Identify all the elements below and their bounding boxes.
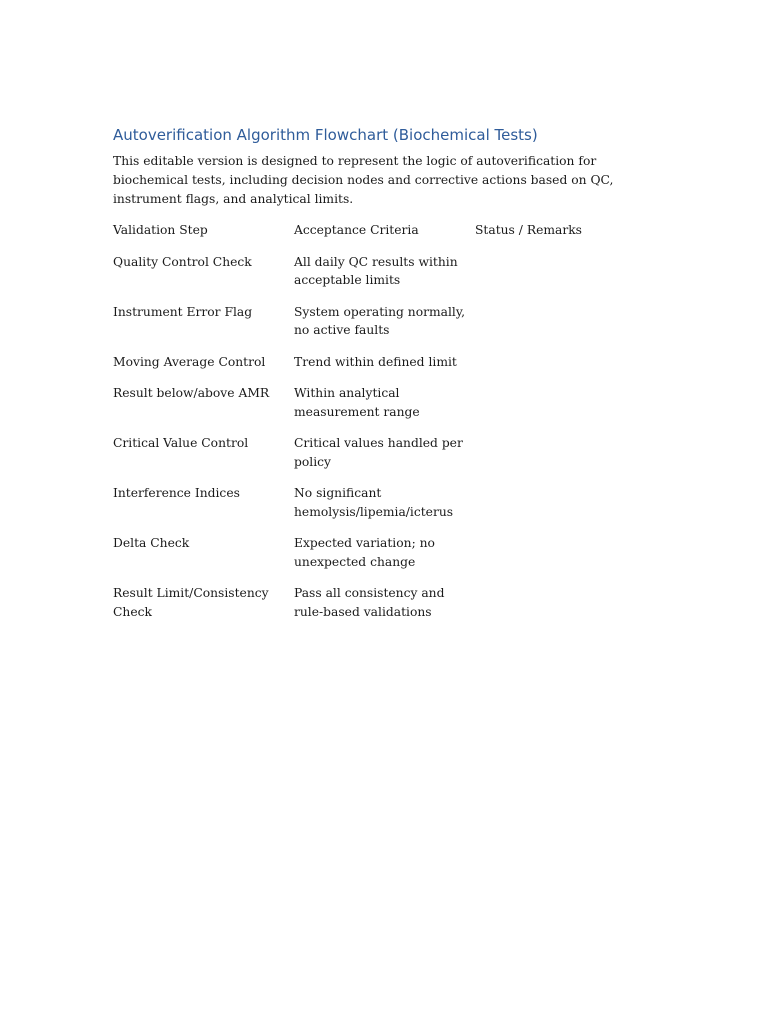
table-header-row <box>113 221 658 253</box>
table-row <box>113 534 658 584</box>
cell-step: Moving Average Control <box>113 354 266 369</box>
header-acceptance-criteria: Acceptance Criteria <box>294 223 419 237</box>
header-validation-step: Validation Step <box>113 223 208 237</box>
cell-criteria: No significant hemolysis/lipemia/icterus <box>294 486 454 519</box>
cell-step: Result Limit/Consistency Check <box>113 586 269 619</box>
cell-criteria: Expected variation; no unexpected change <box>294 536 435 569</box>
cell-step: Delta Check <box>113 536 190 550</box>
cell-step: Quality Control Check <box>113 254 252 269</box>
cell-status[interactable] <box>475 534 658 584</box>
table-row <box>113 584 658 634</box>
cell-status[interactable] <box>475 353 658 385</box>
cell-status[interactable] <box>475 303 658 353</box>
table-row <box>113 353 658 385</box>
cell-criteria: Critical values handled per policy <box>294 436 463 469</box>
table-row <box>113 384 658 434</box>
table-row <box>113 253 658 303</box>
intro-paragraph: This editable version is designed to represent the logic of autoverification for biochemical tests, including decision nodes and corrective actions based on QC, instrument flags, and analytical limits. <box>113 154 614 206</box>
cell-criteria: Trend within defined limit <box>294 354 457 369</box>
header-status-remarks: Status / Remarks <box>475 223 582 237</box>
cell-step: Interference Indices <box>113 486 240 500</box>
cell-status[interactable] <box>475 584 658 634</box>
validation-table <box>113 221 658 634</box>
cell-status[interactable] <box>475 253 658 303</box>
cell-status[interactable] <box>475 434 658 484</box>
table-row <box>113 303 658 353</box>
document-body <box>113 124 658 634</box>
cell-criteria: All daily QC results within acceptable limits <box>294 254 458 287</box>
cell-step: Instrument Error Flag <box>113 304 253 319</box>
cell-status[interactable] <box>475 384 658 434</box>
cell-status[interactable] <box>475 484 658 534</box>
table-row <box>113 434 658 484</box>
cell-step: Critical Value Control <box>113 436 249 450</box>
cell-criteria: Within analytical measurement range <box>294 386 420 419</box>
cell-step: Result below/above AMR <box>113 386 270 400</box>
cell-criteria: Pass all consistency and rule-based validations <box>294 586 445 619</box>
cell-criteria: System operating normally, no active faults <box>294 304 466 337</box>
table-row <box>113 484 658 534</box>
document-title: Autoverification Algorithm Flowchart (Biochemical Tests) <box>113 126 538 144</box>
